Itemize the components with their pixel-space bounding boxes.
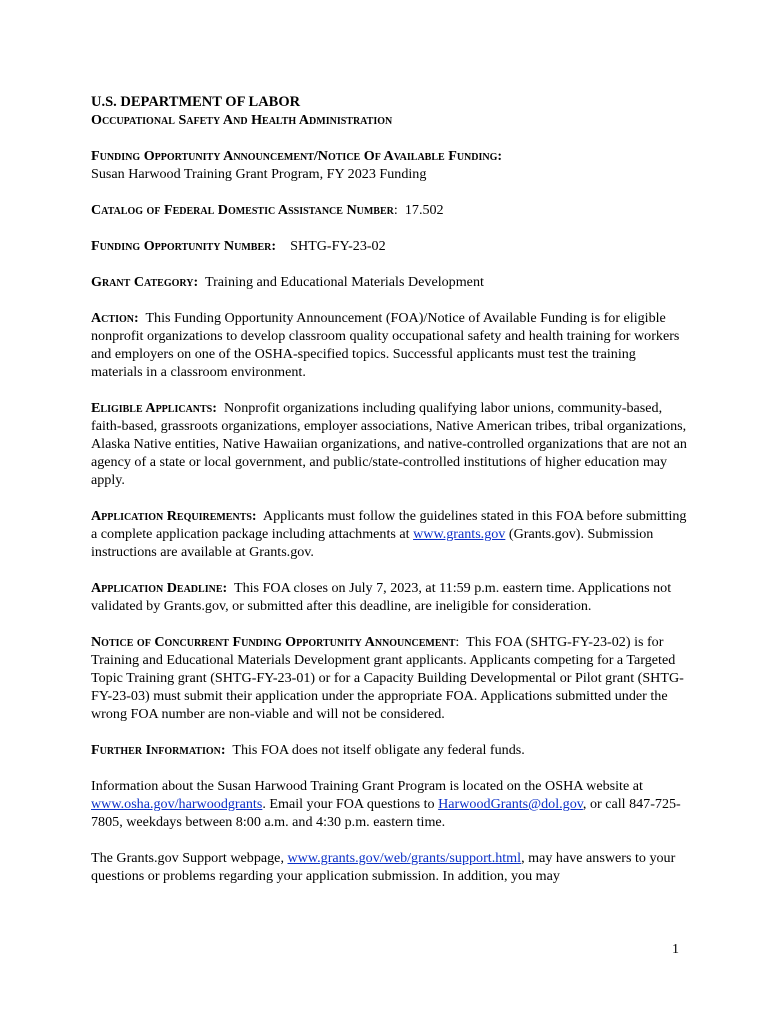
agency-heading: Occupational Safety And Health Administration — [91, 112, 393, 128]
requirements-section — [91, 507, 691, 561]
cfda-value: 17.502 — [404, 202, 444, 218]
support-text-2: , may have answers to your questions or problems regarding your application submission. In addition, you may — [91, 850, 676, 884]
deadline-label: Application Deadline: — [91, 580, 228, 596]
eligible-text: Nonprofit organizations including qualifying labor unions, community-based, faith-based, grassroots organizations, employer associations, Native American tribes, tribal organizations, Alaska Native entities, Native Hawaiian organizations, and native-controlled organizations that are not an agency of a state or local government, and public/state-controlled institutions of higher education may apply. — [91, 400, 687, 488]
page-number: 1 — [672, 942, 679, 957]
harwood-email-link[interactable]: HarwoodGrants@dol.gov — [438, 796, 583, 812]
concurrent-section: Notice of Concurrent Funding Opportunity Announcement: This FOA (SHTG-FY-23-02) is for Training and Educational Materials Development grant applicants. Applicants competing for a Targeted Topic Training grant (SHTG-FY-23-01) or for a Capacity Building Developmental or Pilot grant (SHTG-FY-23-03) must submit their application under the appropriate FOA. Applications submitted under the wrong FOA number are non-viable and will not be considered. — [91, 634, 684, 722]
deadline-text: This FOA closes on July 7, 2023, at 11:59 p.m. eastern time. Applications not validated by Grants.gov, or submitted after this deadline, are ineligible for consideration. — [91, 580, 672, 614]
action-section — [91, 309, 691, 381]
category-label: Grant Category: — [91, 274, 199, 290]
fon-value: SHTG-FY-23-02 — [290, 238, 386, 254]
eligible-section — [91, 399, 691, 489]
foa-value: Susan Harwood Training Grant Program, FY 2023 Funding — [91, 166, 427, 182]
concurrent-text: This FOA (SHTG-FY-23-02) is for Training and Educational Materials Development grant applicants. Applicants competing for a Targeted Topic Training grant (SHTG-FY-23-01) or for a Capacity Building Developmental or Pilot grant (SHTG-FY-23-03) must submit their application under the appropriate FOA. Applications submitted under the wrong FOA number are non-viable and will not be considered. — [91, 634, 684, 722]
osha-harwood-link[interactable]: www.osha.gov/harwoodgrants — [91, 796, 263, 812]
cfda-section: Catalog of Federal Domestic Assistance Number: 17.502 — [91, 202, 444, 218]
requirements-text-2: (Grants.gov). Submission instructions are available at Grants.gov. — [91, 526, 654, 560]
grants-support-link[interactable]: www.grants.gov/web/grants/support.html — [287, 850, 522, 866]
category-value: Training and Educational Materials Development — [204, 274, 484, 290]
document-page — [91, 93, 691, 885]
cfda-label: Catalog of Federal Domestic Assistance Number — [91, 202, 394, 218]
info-text: Information about the Susan Harwood Training Grant Program is located on the OSHA website at — [91, 778, 643, 794]
category-section — [91, 273, 691, 291]
fon-section — [91, 237, 691, 255]
info-text-3: , or call 847-725-7805, weekdays between 8:00 a.m. and 4:30 p.m. eastern time. — [91, 796, 681, 830]
requirements-label: Application Requirements: — [91, 508, 257, 524]
deadline-section — [91, 579, 691, 615]
further-text: This FOA does not itself obligate any federal funds. — [232, 742, 525, 758]
support-text: The Grants.gov Support webpage, — [91, 850, 284, 866]
eligible-label: Eligible Applicants: — [91, 400, 217, 416]
concurrent-label: Notice of Concurrent Funding Opportunity Announcement — [91, 634, 456, 650]
foa-label: Funding Opportunity Announcement/Notice Of Available Funding: — [91, 148, 503, 164]
action-label: Action: — [91, 310, 139, 326]
requirements-text: Applicants must follow the guidelines stated in this FOA before submitting a complete application package including attachments at — [91, 508, 687, 542]
fon-label: Funding Opportunity Number: — [91, 238, 277, 254]
further-section — [91, 741, 691, 759]
action-text: This Funding Opportunity Announcement (FOA)/Notice of Available Funding is for eligible nonprofit organizations to develop classroom quality occupational safety and health training for workers and employers on one of the OSHA-specified topics. Successful applicants must test the training materials in a classroom environment. — [91, 310, 680, 380]
further-label: Further Information: — [91, 742, 226, 758]
info-text-2: . Email your FOA questions to — [262, 796, 435, 812]
support-paragraph — [91, 849, 691, 885]
grants-gov-link[interactable]: www.grants.gov — [413, 526, 506, 542]
department-heading: U.S. DEPARTMENT OF LABOR — [91, 94, 301, 110]
foa-section — [91, 147, 691, 183]
info-paragraph — [91, 777, 691, 831]
